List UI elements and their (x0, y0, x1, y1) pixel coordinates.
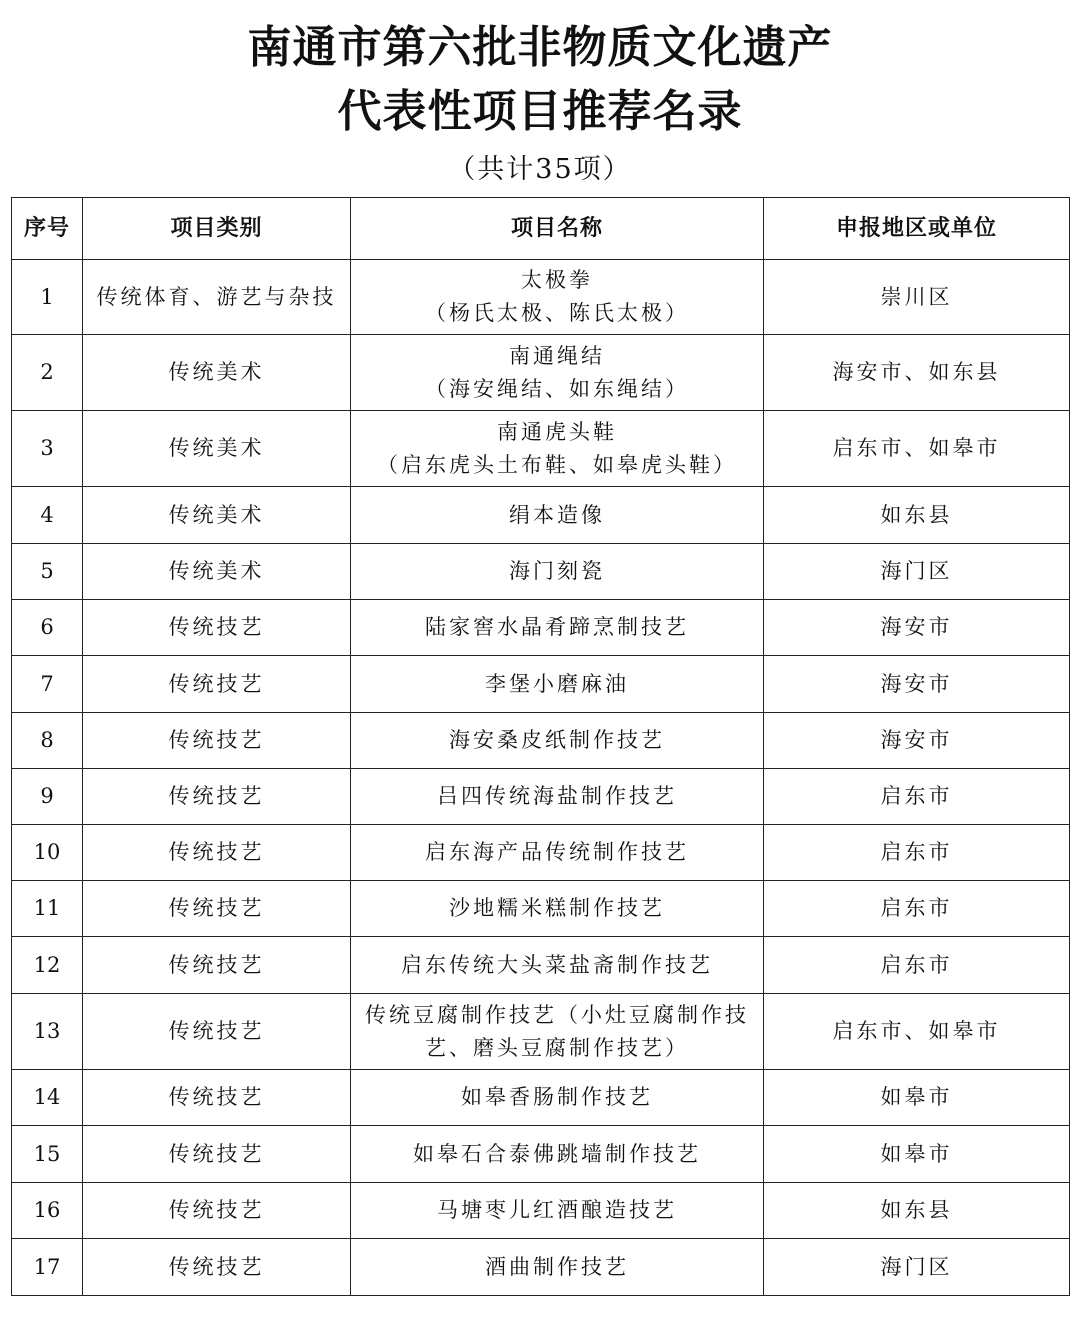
cell-name (351, 1126, 764, 1183)
cell-area: 海安市 (764, 600, 1070, 656)
cell-area: 启东市 (764, 937, 1070, 994)
cell-name-line-1: 海门刻瓷 (509, 559, 605, 583)
header-category: 项目类别 (83, 198, 351, 260)
cell-area: 海门区 (764, 1239, 1070, 1296)
page-title-line-2: 代表性项目推荐名录 (337, 86, 743, 137)
page-title-line-1: 南通市第六批非物质文化遗产 (247, 22, 833, 73)
cell-name-line-1: 陆家窖水晶肴蹄烹制技艺 (425, 615, 689, 639)
cell-area: 海安市 (764, 656, 1070, 713)
cell-name-line-1: 酒曲制作技艺 (485, 1254, 629, 1279)
table-row (12, 260, 1070, 335)
table-row (12, 487, 1070, 544)
cell-category: 传统技艺 (83, 1070, 351, 1126)
cell-category: 传统技艺 (83, 1183, 351, 1239)
cell-area: 海门区 (764, 544, 1070, 600)
cell-name-line-2: 艺、磨头豆腐制作技艺） (425, 1035, 689, 1060)
cell-name-line-1: 沙地糯米糕制作技艺 (449, 896, 665, 920)
table-row (12, 544, 1070, 600)
cell-area: 如东县 (764, 487, 1070, 544)
cell-area: 如皋市 (764, 1126, 1070, 1183)
table-row (12, 1183, 1070, 1239)
cell-area: 崇川区 (764, 260, 1070, 335)
cell-name-line-1: 南通虎头鞋 (497, 419, 617, 444)
cell-name-line-1: 吕四传统海盐制作技艺 (437, 784, 677, 808)
cell-name (351, 656, 764, 713)
header-area: 申报地区或单位 (764, 198, 1070, 260)
table-row (12, 600, 1070, 656)
cell-area: 海安市、如东县 (764, 335, 1070, 411)
cell-no: 7 (12, 656, 83, 713)
cell-name-line-1: 太极拳 (521, 268, 593, 292)
table-row (12, 769, 1070, 825)
cell-category: 传统美术 (83, 335, 351, 411)
cell-no: 10 (12, 825, 83, 881)
table-row (12, 335, 1070, 411)
cell-no: 13 (12, 994, 83, 1070)
cell-name (351, 769, 764, 825)
cell-no: 8 (12, 713, 83, 769)
table-row (12, 881, 1070, 937)
cell-no: 14 (12, 1070, 83, 1126)
cell-name-line-2: （海安绳结、如东绳结） (425, 376, 689, 401)
cell-no: 3 (12, 411, 83, 487)
cell-area: 海安市 (764, 713, 1070, 769)
header-name: 项目名称 (351, 198, 764, 260)
table-row (12, 656, 1070, 713)
cell-category: 传统技艺 (83, 600, 351, 656)
cell-name (351, 260, 764, 335)
cell-name (351, 335, 764, 411)
cell-no: 17 (12, 1239, 83, 1296)
cell-name (351, 1183, 764, 1239)
table-row (12, 1070, 1070, 1126)
cell-area: 如东县 (764, 1183, 1070, 1239)
cell-category: 传统技艺 (83, 881, 351, 937)
cell-category: 传统美术 (83, 487, 351, 544)
cell-name-line-1: 启东传统大头菜盐斋制作技艺 (401, 952, 713, 977)
cell-no: 1 (12, 260, 83, 335)
cell-no: 2 (12, 335, 83, 411)
table-row (12, 994, 1070, 1070)
table-row (12, 937, 1070, 994)
cell-name (351, 1070, 764, 1126)
cell-name-line-1: 启东海产品传统制作技艺 (425, 840, 689, 864)
table-row (12, 1126, 1070, 1183)
cell-no: 12 (12, 937, 83, 994)
cell-name-line-1: 绢本造像 (509, 502, 605, 527)
cell-area: 启东市、如皋市 (764, 411, 1070, 487)
cell-area: 如皋市 (764, 1070, 1070, 1126)
header-no: 序号 (12, 198, 83, 260)
cell-name-line-1: 马塘枣儿红酒酿造技艺 (437, 1198, 677, 1222)
cell-category: 传统技艺 (83, 1239, 351, 1296)
cell-category: 传统体育、游艺与杂技 (83, 260, 351, 335)
cell-no: 15 (12, 1126, 83, 1183)
cell-category: 传统技艺 (83, 1126, 351, 1183)
cell-no: 4 (12, 487, 83, 544)
cell-no: 5 (12, 544, 83, 600)
cell-no: 9 (12, 769, 83, 825)
cell-name-line-1: 如皋香肠制作技艺 (461, 1085, 653, 1109)
cell-area: 启东市 (764, 825, 1070, 881)
heritage-list-table (11, 197, 1070, 1296)
cell-category: 传统技艺 (83, 713, 351, 769)
cell-name (351, 994, 764, 1070)
cell-name-line-2: （杨氏太极、陈氏太极） (425, 301, 689, 325)
cell-name-line-1: 南通绳结 (509, 343, 605, 368)
cell-name (351, 1239, 764, 1296)
cell-name (351, 544, 764, 600)
cell-category: 传统技艺 (83, 937, 351, 994)
cell-area: 启东市、如皋市 (764, 994, 1070, 1070)
cell-name-line-1: 海安桑皮纸制作技艺 (449, 728, 665, 752)
cell-category: 传统美术 (83, 544, 351, 600)
cell-category: 传统技艺 (83, 769, 351, 825)
table-row (12, 825, 1070, 881)
cell-category: 传统技艺 (83, 656, 351, 713)
cell-no: 6 (12, 600, 83, 656)
cell-area: 启东市 (764, 881, 1070, 937)
cell-name-line-1: 如皋石合泰佛跳墙制作技艺 (413, 1141, 701, 1166)
cell-name (351, 713, 764, 769)
cell-category: 传统美术 (83, 411, 351, 487)
cell-name (351, 411, 764, 487)
cell-name (351, 600, 764, 656)
cell-category: 传统技艺 (83, 994, 351, 1070)
cell-no: 11 (12, 881, 83, 937)
cell-name (351, 825, 764, 881)
cell-name-line-1: 李堡小磨麻油 (485, 671, 629, 696)
table-header-row (12, 198, 1070, 260)
cell-no: 16 (12, 1183, 83, 1239)
table-row (12, 1239, 1070, 1296)
cell-name-line-2: （启东虎头土布鞋、如皋虎头鞋） (377, 452, 737, 477)
cell-name (351, 937, 764, 994)
table-row (12, 411, 1070, 487)
table-body (12, 260, 1070, 1296)
page-subtitle: （共计35项） (448, 154, 632, 185)
cell-area: 启东市 (764, 769, 1070, 825)
cell-name (351, 881, 764, 937)
cell-name-line-1: 传统豆腐制作技艺（小灶豆腐制作技 (365, 1002, 749, 1027)
table-row (12, 713, 1070, 769)
cell-name (351, 487, 764, 544)
cell-category: 传统技艺 (83, 825, 351, 881)
